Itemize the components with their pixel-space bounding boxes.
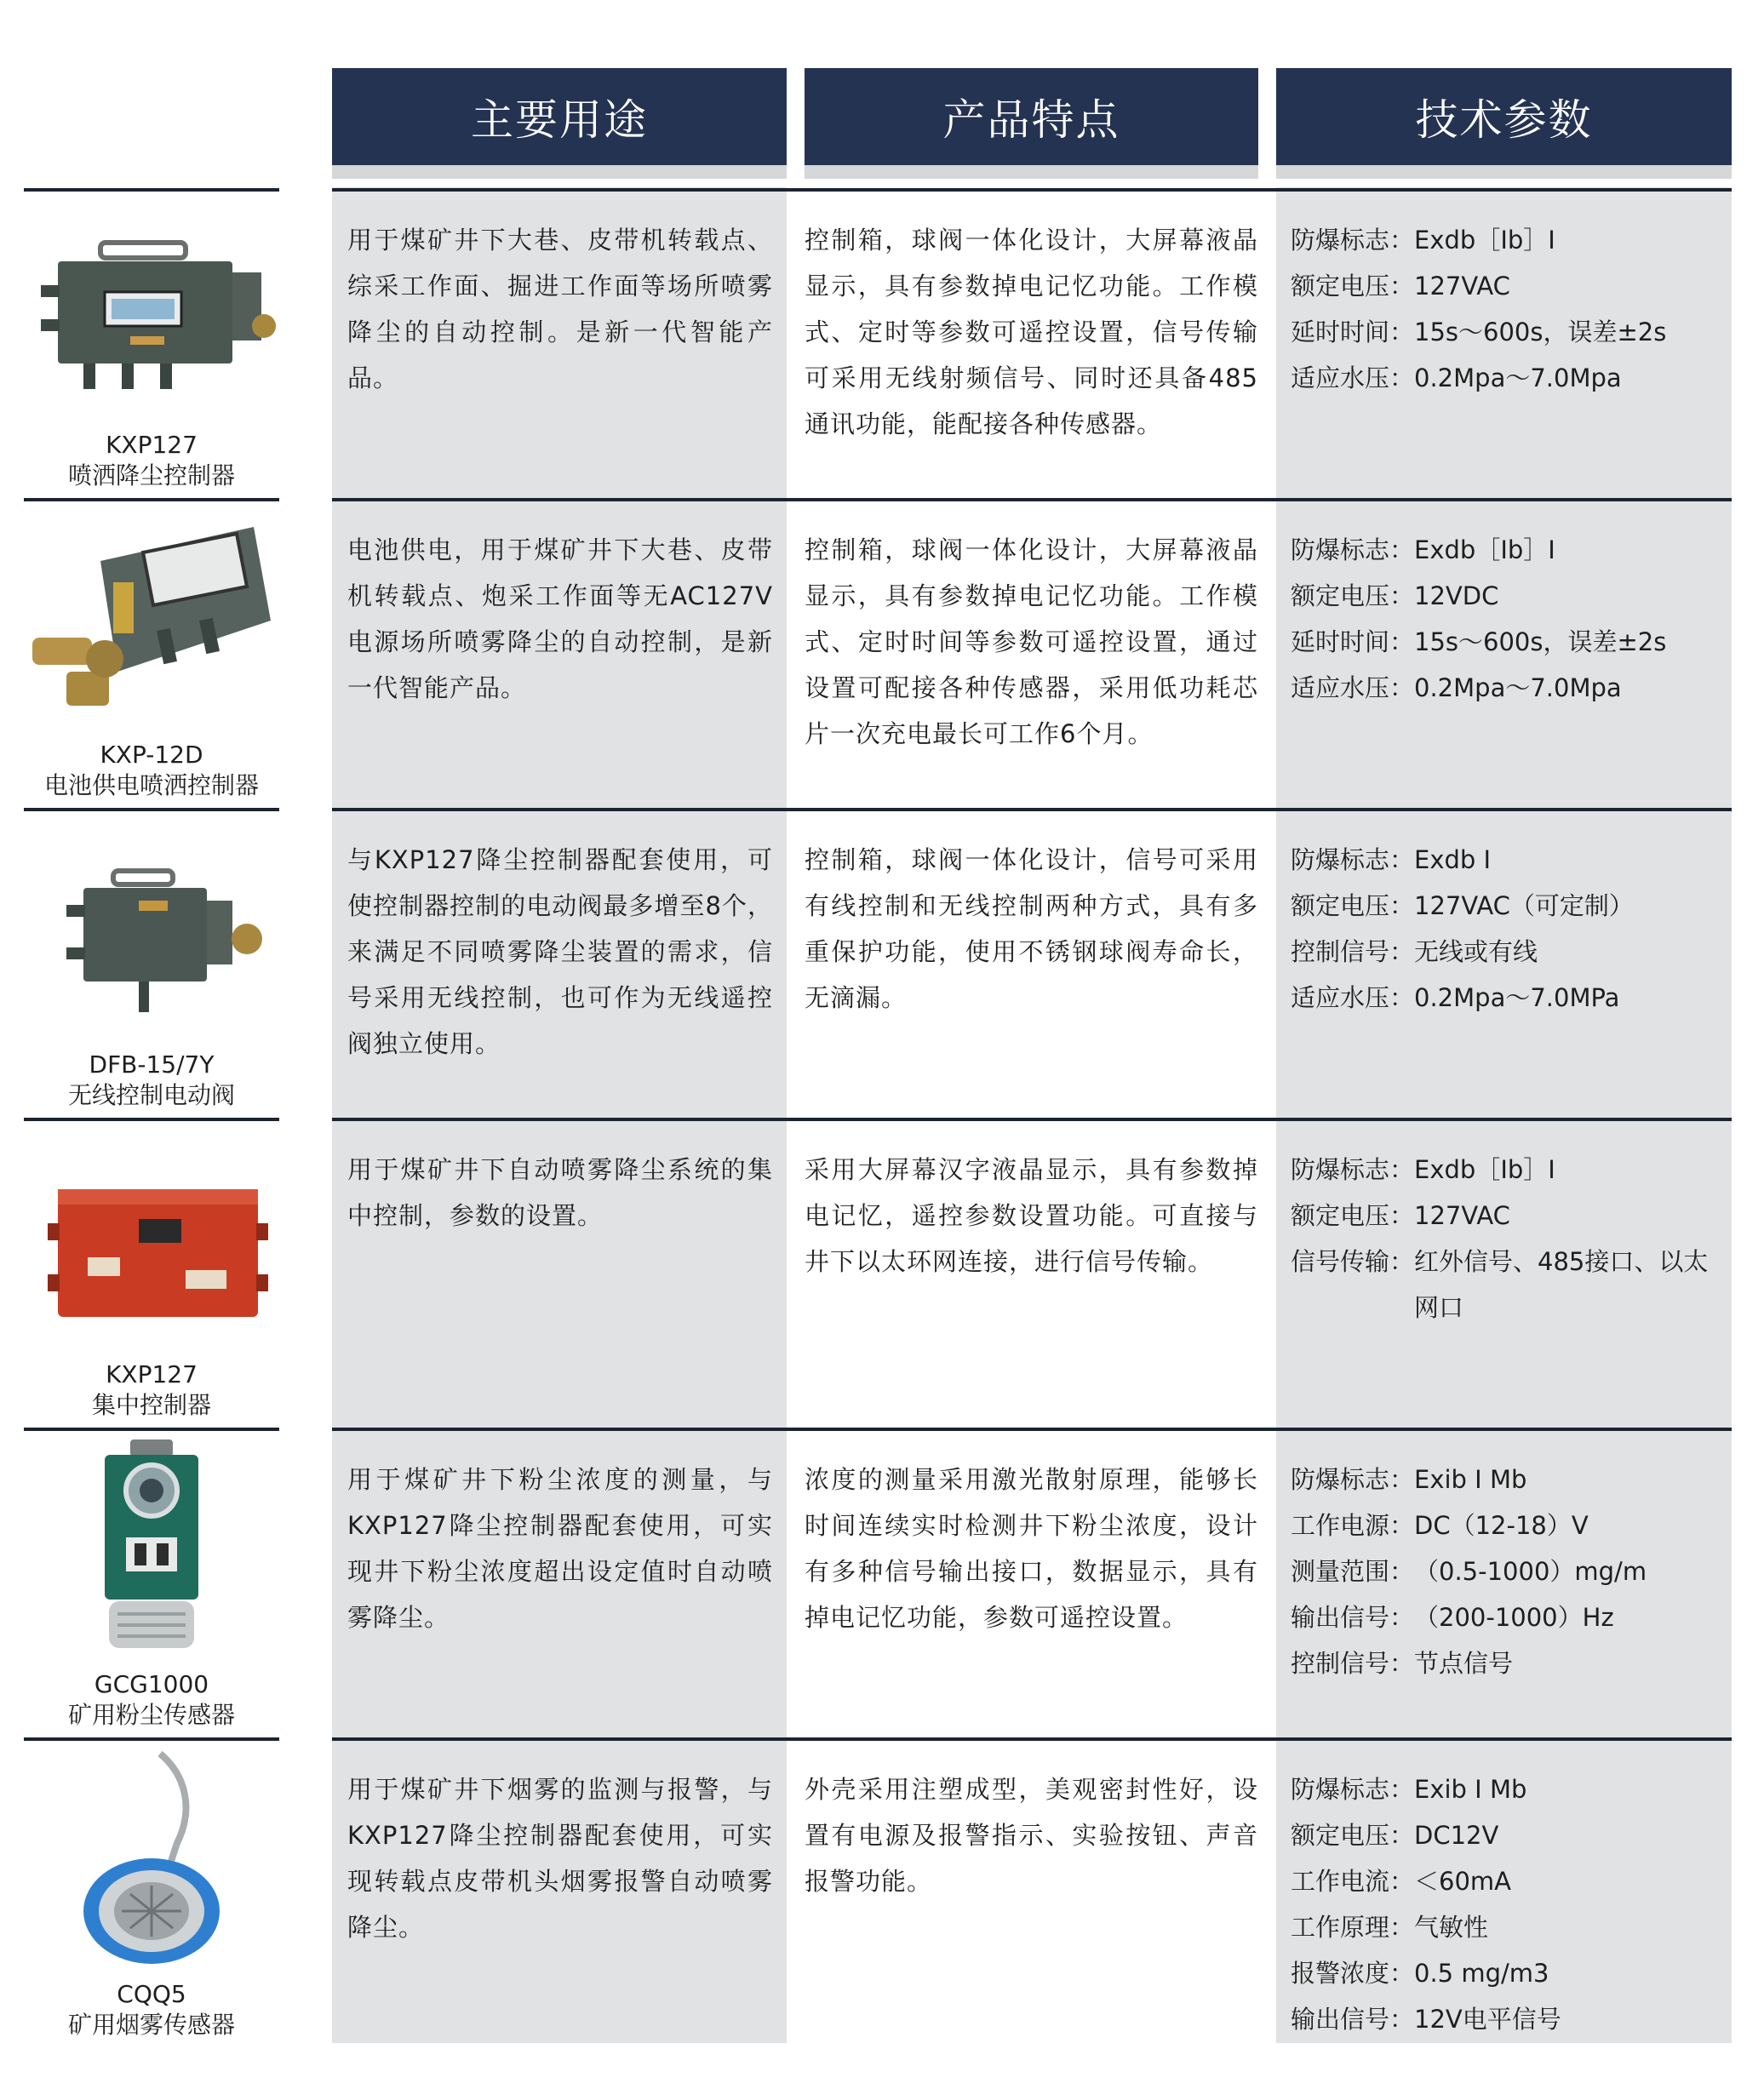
spec-item — [1291, 263, 1716, 309]
product-name: 无线控制电动阀 — [67, 1081, 235, 1109]
product-cell — [24, 1741, 279, 2049]
product-caption — [24, 740, 279, 801]
usage-text: 用于煤矿井下粉尘浓度的测量，与KXP127降尘控制器配套使用，可实现井下粉尘浓度超出设定值时自动喷雾降尘。 — [347, 1465, 773, 1632]
product-model: KXP-12D — [100, 741, 203, 769]
battery-controller-icon — [24, 501, 279, 748]
spec-value: 127VAC — [1414, 272, 1510, 300]
specs-list — [1291, 1766, 1716, 2042]
product-model: GCG1000 — [94, 1670, 209, 1698]
header-features: 产品特点 — [805, 68, 1258, 179]
product-caption — [24, 1979, 279, 2040]
spec-label: 额定电压： — [1291, 1201, 1415, 1230]
features-text: 控制箱，球阀一体化设计，大屏幕液晶显示，具有参数掉电记忆功能。工作模式、定时时间等参数可遥控设置，通过设置可配接各种传感器，采用低功耗芯片一次充电最长可工作6个月。 — [805, 535, 1258, 748]
spec-item — [1291, 1858, 1716, 1904]
spec-item — [1291, 1147, 1716, 1193]
spec-value: DC（12-18）V — [1414, 1511, 1589, 1540]
spec-value: （0.5-1000）mg/m — [1414, 1557, 1647, 1586]
spec-value: Exib I Mb — [1414, 1465, 1527, 1494]
spec-label: 信号传输： — [1291, 1247, 1415, 1276]
spec-label: 报警浓度： — [1291, 1959, 1415, 1988]
product-caption — [24, 430, 279, 491]
spec-value: 12V电平信号 — [1414, 2005, 1561, 2034]
spec-value: 15s～600s，误差±2s — [1414, 627, 1667, 656]
spec-item — [1291, 975, 1716, 1021]
spec-label: 延时时间： — [1291, 318, 1415, 346]
features-text: 浓度的测量采用激光散射原理，能够长时间连续实时检测井下粉尘浓度，设计有多种信号输出接口，数据显示，具有掉电记忆功能，参数可遥控设置。 — [805, 1465, 1258, 1632]
features-text: 外壳采用注塑成型，美观密封性好，设置有电源及报警指示、实验按钮、声音报警功能。 — [805, 1775, 1258, 1896]
spec-item — [1291, 1640, 1716, 1686]
product-caption — [24, 1669, 279, 1731]
spec-value: Exib I Mb — [1414, 1775, 1527, 1804]
spec-value: 红外信号、485接口、以太网口 — [1414, 1247, 1709, 1322]
central-controller-icon — [24, 1121, 279, 1368]
specs-list — [1291, 1147, 1716, 1331]
product-name: 矿用粉尘传感器 — [67, 1701, 235, 1729]
electric-valve-icon — [24, 811, 279, 1058]
product-row — [0, 1431, 1764, 1739]
control-box-icon — [24, 192, 279, 438]
spec-item — [1291, 619, 1716, 665]
product-name: 集中控制器 — [91, 1391, 211, 1419]
spec-label: 测量范围： — [1291, 1557, 1415, 1586]
spec-item — [1291, 1239, 1716, 1331]
product-row — [0, 501, 1764, 810]
spec-item — [1291, 1193, 1716, 1239]
spec-value: 12VDC — [1414, 581, 1499, 610]
product-model: KXP127 — [106, 431, 198, 459]
product-row — [0, 811, 1764, 1119]
spec-value: Exdb I — [1414, 845, 1492, 874]
spec-value: 无线或有线 — [1414, 937, 1538, 966]
specs-list — [1291, 527, 1716, 711]
product-caption — [24, 1359, 279, 1421]
spec-label: 防爆标志： — [1291, 1775, 1415, 1804]
spec-item — [1291, 217, 1716, 263]
spec-label: 适应水压： — [1291, 983, 1415, 1012]
spec-item — [1291, 1594, 1716, 1640]
product-name: 电池供电喷洒控制器 — [43, 771, 259, 799]
usage-text: 用于煤矿井下大巷、皮带机转载点、综采工作面、掘进工作面等场所喷雾降尘的自动控制。是新一代智能产品。 — [347, 226, 773, 392]
product-row — [0, 1121, 1764, 1429]
header-specs: 技术参数 — [1276, 68, 1732, 179]
product-caption — [24, 1050, 279, 1111]
spec-label: 额定电压： — [1291, 581, 1415, 610]
spec-label: 额定电压： — [1291, 891, 1415, 920]
spec-label: 额定电压： — [1291, 1821, 1415, 1850]
spec-item — [1291, 883, 1716, 929]
usage-text: 用于煤矿井下自动喷雾降尘系统的集中控制，参数的设置。 — [347, 1155, 773, 1230]
spec-value: 15s～600s，误差±2s — [1414, 318, 1667, 346]
specs-list — [1291, 217, 1716, 401]
product-cell — [24, 501, 279, 810]
spec-item — [1291, 1766, 1716, 1812]
features-text: 控制箱，球阀一体化设计，大屏幕液晶显示，具有参数掉电记忆功能。工作模式、定时等参数可遥控设置，信号传输可采用无线射频信号、同时还具备485通讯功能，能配接各种传感器。 — [805, 226, 1258, 438]
spec-label: 工作电流： — [1291, 1867, 1415, 1896]
spec-item — [1291, 573, 1716, 619]
product-name: 矿用烟雾传感器 — [67, 2011, 235, 2039]
features-text: 采用大屏幕汉字液晶显示，具有参数掉电记忆，遥控参数设置功能。可直接与井下以太环网连接，进行信号传输。 — [805, 1155, 1258, 1276]
spec-item — [1291, 1950, 1716, 1996]
spec-label: 输出信号： — [1291, 1603, 1415, 1632]
spec-value: Exdb［Ib］I — [1414, 535, 1555, 564]
product-model: KXP127 — [106, 1360, 198, 1388]
spec-value: Exdb［Ib］I — [1414, 1155, 1555, 1184]
spec-label: 防爆标志： — [1291, 535, 1415, 564]
specs-list — [1291, 837, 1716, 1021]
spec-label: 防爆标志： — [1291, 1155, 1415, 1184]
spec-label: 防爆标志： — [1291, 845, 1415, 874]
spec-value: 127VAC（可定制） — [1414, 891, 1634, 920]
spec-item — [1291, 665, 1716, 711]
features-text: 控制箱，球阀一体化设计，信号可采用有线控制和无线控制两种方式，具有多重保护功能，使用不锈钢球阀寿命长，无滴漏。 — [805, 845, 1258, 1012]
spec-label: 延时时间： — [1291, 627, 1415, 656]
spec-item — [1291, 1548, 1716, 1594]
product-cell — [24, 192, 279, 500]
spec-item — [1291, 1457, 1716, 1502]
spec-item — [1291, 1904, 1716, 1950]
spec-label: 输出信号： — [1291, 2005, 1415, 2034]
spec-value: 节点信号 — [1414, 1649, 1514, 1678]
spec-label: 工作电源： — [1291, 1511, 1415, 1540]
spec-item — [1291, 309, 1716, 355]
spec-value: Exdb［Ib］I — [1414, 226, 1555, 255]
spec-item — [1291, 929, 1716, 975]
spec-value: 0.5 mg/m3 — [1414, 1959, 1549, 1988]
spec-label: 控制信号： — [1291, 1649, 1415, 1678]
spec-value: 0.2Mpa～7.0Mpa — [1414, 673, 1622, 702]
spec-label: 工作原理： — [1291, 1913, 1415, 1942]
spec-value: DC12V — [1414, 1821, 1499, 1850]
product-row — [0, 192, 1764, 500]
spec-value: 127VAC — [1414, 1201, 1510, 1230]
spec-value: 0.2Mpa～7.0MPa — [1414, 983, 1620, 1012]
spec-item — [1291, 1812, 1716, 1858]
spec-label: 适应水压： — [1291, 363, 1415, 392]
product-name: 喷洒降尘控制器 — [67, 461, 235, 489]
product-model: CQQ5 — [117, 1980, 186, 2008]
product-cell — [24, 811, 279, 1119]
dust-sensor-icon — [24, 1431, 279, 1678]
spec-value: ＜60mA — [1414, 1867, 1512, 1896]
usage-text: 电池供电，用于煤矿井下大巷、皮带机转载点、炮采工作面等无AC127V电源场所喷雾降尘的自动控制，是新一代智能产品。 — [347, 535, 773, 702]
spec-label: 额定电压： — [1291, 272, 1415, 300]
spec-label: 防爆标志： — [1291, 226, 1415, 255]
spec-label: 防爆标志： — [1291, 1465, 1415, 1494]
spec-item — [1291, 837, 1716, 883]
usage-text: 用于煤矿井下烟雾的监测与报警，与KXP127降尘控制器配套使用，可实现转载点皮带机头烟雾报警自动喷雾降尘。 — [347, 1775, 773, 1942]
product-row — [0, 1741, 1764, 2049]
specs-list — [1291, 1457, 1716, 1686]
header-usage: 主要用途 — [332, 68, 787, 179]
spec-label: 控制信号： — [1291, 937, 1415, 966]
product-cell — [24, 1431, 279, 1739]
usage-text: 与KXP127降尘控制器配套使用，可使控制器控制的电动阀最多增至8个，来满足不同喷雾降尘装置的需求，信号采用无线控制，也可作为无线遥控阀独立使用。 — [347, 845, 773, 1058]
product-model: DFB-15/7Y — [89, 1050, 215, 1079]
smoke-sensor-icon — [24, 1741, 279, 1988]
spec-item — [1291, 1502, 1716, 1548]
spec-item — [1291, 527, 1716, 573]
spec-item — [1291, 1996, 1716, 2042]
product-cell — [24, 1121, 279, 1429]
spec-value: 0.2Mpa～7.0Mpa — [1414, 363, 1622, 392]
spec-item — [1291, 355, 1716, 401]
spec-label: 适应水压： — [1291, 673, 1415, 702]
spec-value: （200-1000）Hz — [1414, 1603, 1614, 1632]
spec-value: 气敏性 — [1414, 1913, 1489, 1942]
